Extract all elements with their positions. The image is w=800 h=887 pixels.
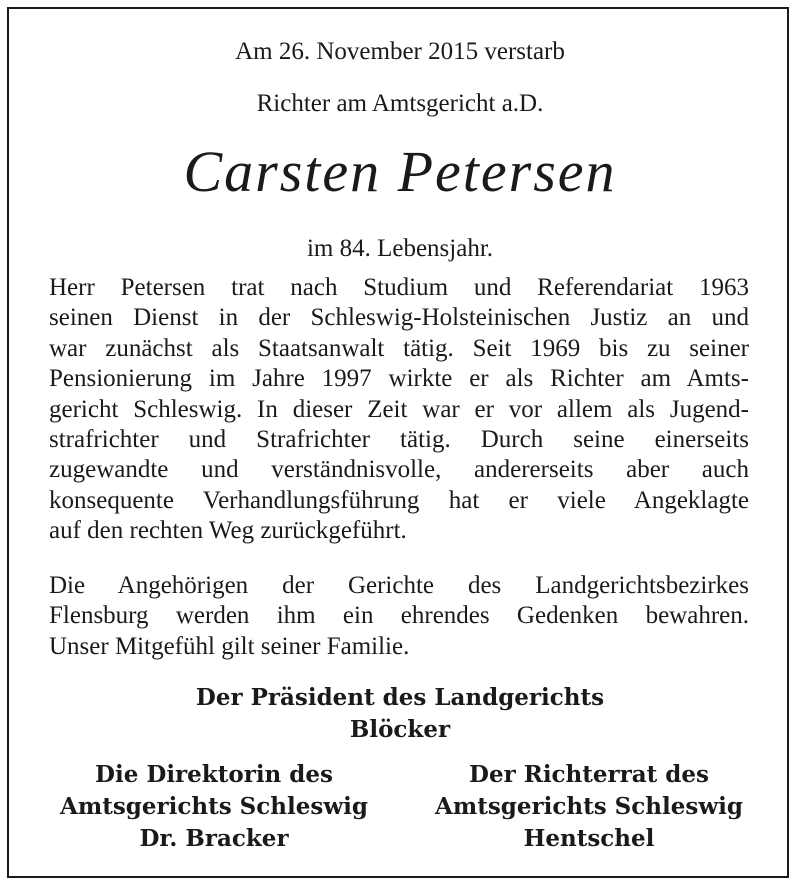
- council-title-line-1: Der Richterrat des: [469, 761, 709, 788]
- paragraph-line: Herr Petersen trat nach Studium und Referendariat 1963: [49, 274, 749, 301]
- deceased-name: Carsten Petersen: [183, 139, 617, 204]
- signature-president: [9, 682, 791, 746]
- president-title: Der Präsident des Landgerichts: [195, 684, 605, 711]
- paragraph-line: Die Angehörigen der Gerichte des Landgerichtsbezirkes: [49, 572, 749, 599]
- paragraph-line: Flensburg werden ihm ein ehrendes Gedenken bewahren.: [49, 602, 749, 630]
- paragraph-line: auf den rechten Weg zurückgeführt.: [49, 517, 407, 545]
- obituary-notice: [7, 7, 789, 878]
- paragraph-line: konsequente Verhandlungsführung hat er viele Angeklagte: [49, 486, 749, 514]
- paragraph-line: Unser Mitgefühl gilt seiner Familie.: [49, 632, 410, 660]
- council-name: Hentschel: [523, 825, 655, 852]
- intro-line-title: Richter am Amtsgericht a.D.: [256, 90, 544, 117]
- director-title-line-2: Amtsgerichts Schleswig: [60, 793, 368, 820]
- paragraph-condolence: [49, 571, 749, 662]
- paragraph-line: zugewandte und verständnisvolle, andererseits aber auch: [49, 456, 749, 484]
- president-name: Blöcker: [349, 716, 451, 743]
- director-title-line-1: Die Direktorin des: [95, 761, 333, 788]
- age-line: im 84. Lebensjahr.: [306, 235, 494, 262]
- council-title-line-2: Amtsgerichts Schleswig: [435, 793, 743, 820]
- paragraph-line: gericht Schleswig. In dieser Zeit war er vor allem als Jugend-: [49, 395, 749, 423]
- intro-line-date: Am 26. November 2015 verstarb: [235, 38, 565, 65]
- paragraph-line: seinen Dienst in der Schleswig-Holsteinischen Justiz an und: [49, 304, 749, 332]
- paragraph-line: Pensionierung im Jahre 1997 wirkte er als Richter am Amts-: [49, 365, 749, 393]
- signature-judges-council: [414, 759, 764, 855]
- paragraph-line: strafrichter und Strafrichter tätig. Durch seine einerseits: [49, 426, 749, 454]
- signature-director: [39, 759, 389, 855]
- director-name: Dr. Bracker: [139, 825, 289, 852]
- paragraph-line: war zunächst als Staatsanwalt tätig. Seit 1969 bis zu seiner: [49, 334, 749, 362]
- paragraph-career: [49, 273, 749, 547]
